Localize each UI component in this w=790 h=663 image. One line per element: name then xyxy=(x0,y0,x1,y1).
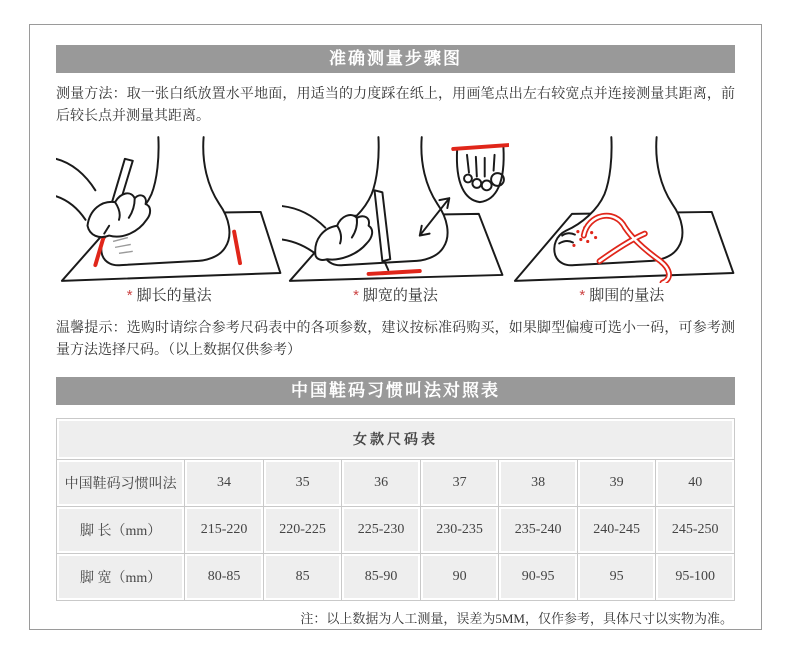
size-cell: 38 xyxy=(499,460,577,506)
figure-caption-girth: * 脚围的量法 xyxy=(579,286,665,304)
length-cell: 230-235 xyxy=(421,507,499,553)
table-row-sizes xyxy=(57,460,734,506)
row-header: 中国鞋码习惯叫法 xyxy=(57,460,184,506)
size-cell: 36 xyxy=(342,460,420,506)
length-cell: 235-240 xyxy=(499,507,577,553)
table-row-foot-width xyxy=(57,554,734,600)
tip-text: 温馨提示：选购时请综合参考尺码表中的各项参数，建议按标准码购买，如果脚型偏瘦可选小一码，可参考测量方法选择尺码。（以上数据仅供参考） xyxy=(56,320,735,359)
figure-foot-width xyxy=(282,135,508,307)
width-cell: 95 xyxy=(578,554,656,600)
figure-caption-length: * 脚长的量法 xyxy=(126,286,212,304)
length-cell: 240-245 xyxy=(578,507,656,553)
size-cell: 35 xyxy=(264,460,342,506)
length-cell: 220-225 xyxy=(264,507,342,553)
foot-length-illustration xyxy=(56,135,282,283)
figure-foot-girth xyxy=(509,135,735,307)
size-cell: 37 xyxy=(421,460,499,506)
length-cell: 225-230 xyxy=(342,507,420,553)
width-cell: 90-95 xyxy=(499,554,577,600)
asterisk: * xyxy=(126,286,133,304)
size-cell: 39 xyxy=(578,460,656,506)
table-title-row xyxy=(57,419,734,459)
figure-caption-width: * 脚宽的量法 xyxy=(353,286,438,304)
foot-width-illustration xyxy=(282,135,508,283)
width-cell: 85 xyxy=(264,554,342,600)
measure-title-bar xyxy=(56,45,735,73)
length-cell: 215-220 xyxy=(185,507,263,553)
note-text: 注：以上数据为人工测量，误差为5MM，仅作参考，具体尺寸以实物为准。 xyxy=(300,610,733,626)
toe-box-inset xyxy=(457,147,504,202)
width-cell: 85-90 xyxy=(342,554,420,600)
measurement-figures xyxy=(56,135,735,307)
measure-title: 准确测量步骤图 xyxy=(329,49,462,68)
chart-title-bar xyxy=(56,377,735,405)
width-cell: 90 xyxy=(421,554,499,600)
row-header: 脚 长（mm） xyxy=(57,507,184,553)
measure-method-text: 测量方法：取一张白纸放置水平地面，用适当的力度踩在纸上，用画笔点出左右较宽点并连接测量其距离，前后较长点并测量其距离。 xyxy=(56,87,735,125)
content-frame xyxy=(29,24,762,630)
asterisk: * xyxy=(353,286,359,304)
size-cell: 34 xyxy=(185,460,263,506)
size-table xyxy=(56,418,735,601)
figure-foot-length xyxy=(56,135,282,307)
length-cell: 245-250 xyxy=(656,507,734,553)
table-row-foot-length xyxy=(57,507,734,553)
foot-girth-illustration xyxy=(509,135,735,283)
width-cell: 80-85 xyxy=(185,554,263,600)
arm xyxy=(56,159,95,220)
row-header: 脚 宽（mm） xyxy=(57,554,184,600)
table-title: 女款尺码表 xyxy=(57,419,734,459)
size-cell: 40 xyxy=(656,460,734,506)
asterisk: * xyxy=(579,286,586,304)
width-cell: 95-100 xyxy=(656,554,734,600)
chart-title: 中国鞋码习惯叫法对照表 xyxy=(291,380,500,400)
